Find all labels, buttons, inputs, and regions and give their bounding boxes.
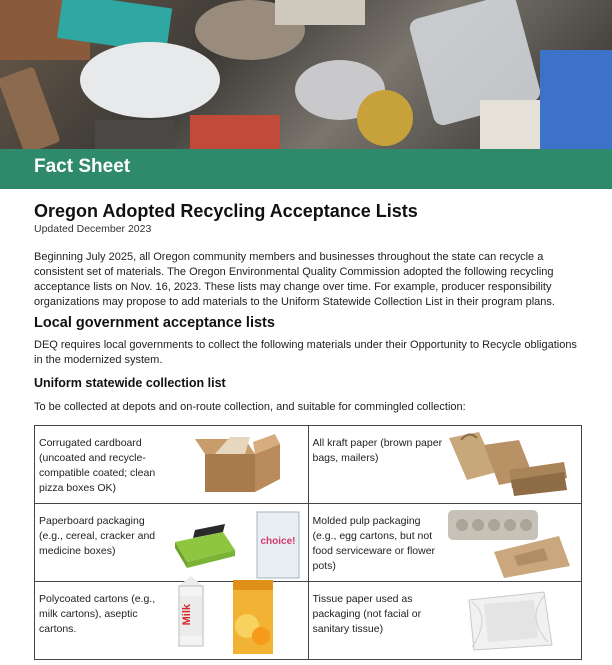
- material-label: Molded pulp packaging (e.g., egg cartons, but not food serviceware or flower pots): [312, 515, 436, 572]
- tissue-paper-image: [464, 590, 554, 652]
- cartons-image: [177, 574, 282, 659]
- materials-table: [34, 425, 582, 660]
- molded-pulp-image: [444, 510, 572, 578]
- fact-sheet-label: Fact Sheet: [34, 156, 131, 177]
- section-heading: Local government acceptance lists: [34, 315, 275, 331]
- material-cell: [35, 426, 309, 504]
- table-row: [35, 426, 582, 504]
- material-cell: [35, 582, 309, 660]
- section-paragraph: DEQ requires local governments to collect the following materials under their Opportunity to Recycle obligations in the modernized system.: [34, 339, 577, 366]
- material-cell: [308, 504, 582, 582]
- document-title: Oregon Adopted Recycling Acceptance Lists: [34, 201, 418, 221]
- material-label: Tissue paper used as packaging (not facial or sanitary tissue): [312, 593, 422, 635]
- material-cell: [308, 582, 582, 660]
- updated-date: Updated December 2023: [34, 223, 152, 235]
- paperboard-packaging-image: [175, 510, 305, 580]
- fact-sheet-band: [0, 149, 612, 189]
- table-row: [35, 582, 582, 660]
- milk-carton-text: Milk: [181, 604, 193, 626]
- subsection-paragraph: To be collected at depots and on-route collection, and suitable for commingled collection:: [34, 401, 466, 413]
- material-label: Corrugated cardboard (uncoated and recycle-compatible coated; clean pizza boxes OK): [39, 437, 156, 494]
- kraft-paper-image: [439, 430, 569, 498]
- table-row: [35, 504, 582, 582]
- material-cell: [308, 426, 582, 504]
- intro-paragraph: Beginning July 2025, all Oregon community members and businesses throughout the state can recycle a consistent set of materials. The Oregon Environmental Quality Commission adopted the following recycling acceptance lists on Nov. 16, 2023. These lists may change over time. For example, producer responsibility organizations may propose to add materials to the Uniform Statewide Collection List in their program plans.: [34, 251, 555, 308]
- material-label: Polycoated cartons (e.g., milk cartons), aseptic cartons.: [39, 593, 156, 635]
- material-label: All kraft paper (brown paper bags, mailers): [312, 437, 443, 464]
- material-cell: [35, 504, 309, 582]
- cereal-box-text: choice!: [260, 536, 296, 547]
- subsection-heading: Uniform statewide collection list: [34, 376, 226, 390]
- material-label: Paperboard packaging (e.g., cereal, cracker and medicine boxes): [39, 515, 156, 557]
- hero-recycling-collage: [0, 0, 612, 150]
- cardboard-box-image: [195, 434, 290, 496]
